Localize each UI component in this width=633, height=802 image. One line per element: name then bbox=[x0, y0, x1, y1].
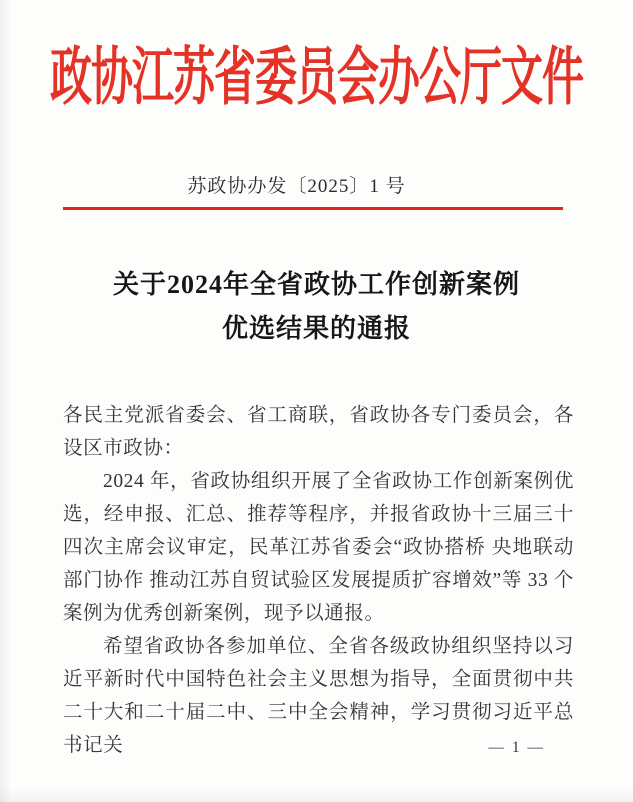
page-number: — 1 — bbox=[488, 739, 545, 756]
document-body bbox=[63, 399, 574, 762]
document-title-line1: 关于2024年全省政协工作创新案例 bbox=[112, 270, 520, 299]
document-title bbox=[0, 263, 633, 351]
body-paragraph-1: 2024 年，省政协组织开展了全省政协工作创新案例优选，经申报、汇总、推荐等程序，并报省政协十三届三十四次主席会议审定，民革江苏省委会“政协搭桥 央地联动 部门协作 推动江苏自贸试验区发展提质扩容增效”等 33 个案例为优秀创新案例，现予以通报。 bbox=[63, 471, 574, 624]
body-paragraph-2: 希望省政协各参加单位、全省各级政协组织坚持以习近平新时代中国特色社会主义思想为指导，全面贯彻中共二十大和二十届二中、三中全会精神，学习贯彻习近平总书记关 bbox=[63, 636, 574, 756]
salutation-line: 各民主党派省委会、省工商联，省政协各专门委员会，各设区市政协： bbox=[63, 405, 574, 459]
document-number: 苏政协办发〔2025〕1 号 bbox=[187, 176, 406, 197]
document-title-line2: 优选结果的通报 bbox=[221, 314, 411, 343]
red-separator-rule bbox=[63, 207, 563, 210]
letterhead-title: 政协江苏省委员会办公厅文件 bbox=[49, 44, 583, 114]
